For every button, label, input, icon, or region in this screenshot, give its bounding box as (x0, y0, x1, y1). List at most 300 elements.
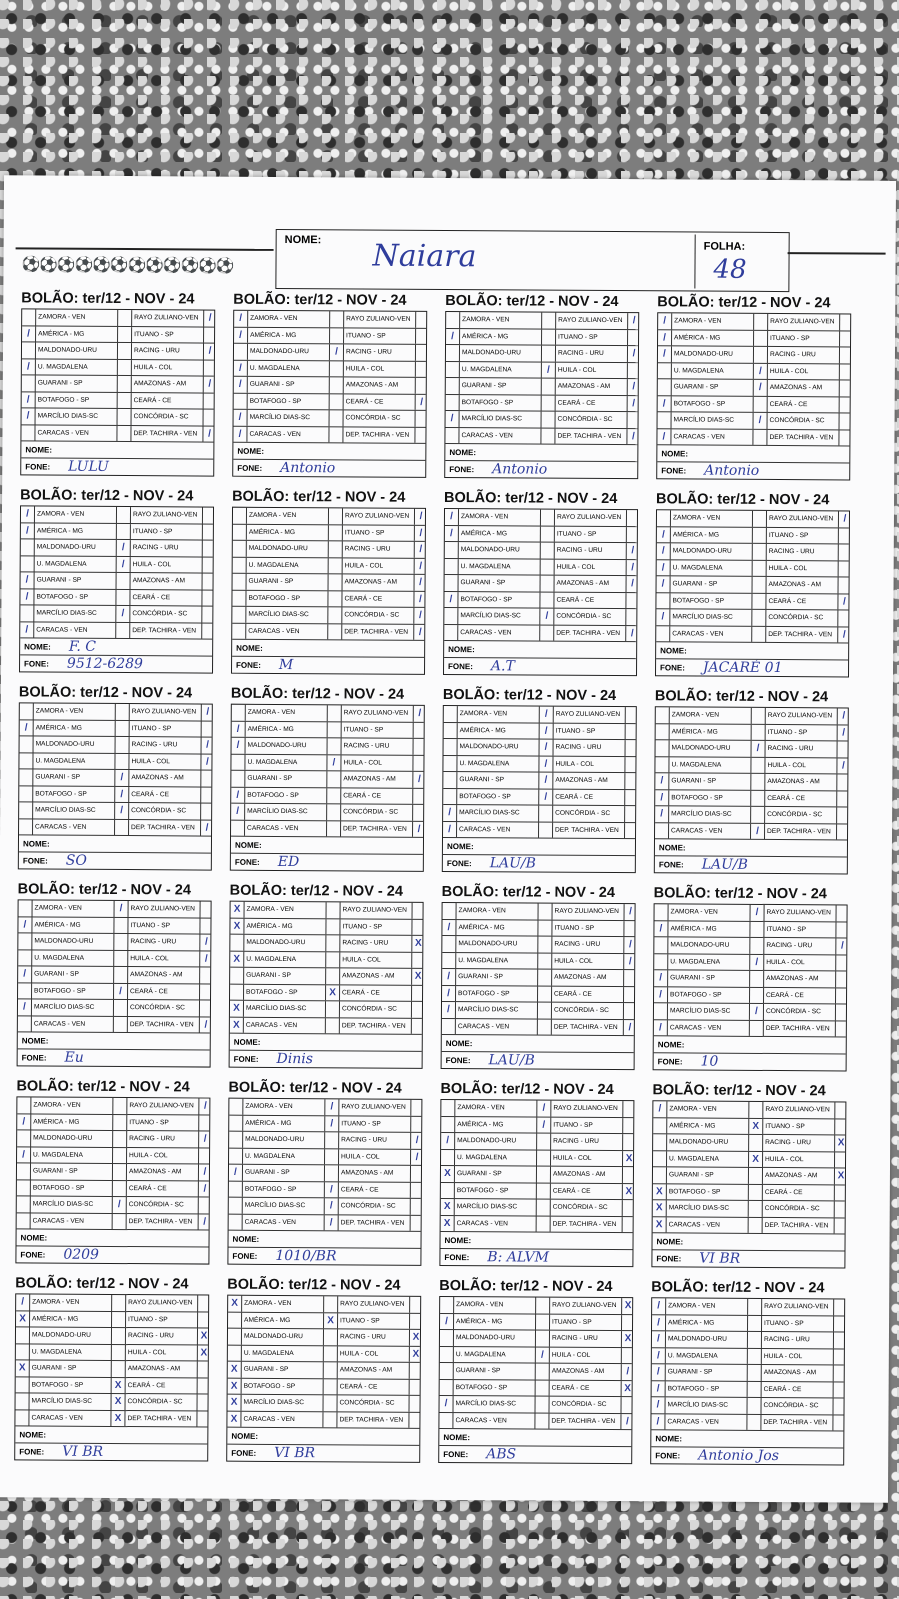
card-phone-value[interactable]: 0209 (63, 1246, 100, 1263)
away-win-box[interactable]: / (843, 596, 846, 608)
home-win-box[interactable]: / (21, 523, 35, 539)
away-win-box[interactable]: X (412, 1348, 420, 1360)
away-win-box[interactable]: / (419, 544, 423, 556)
draw-box[interactable]: / (754, 380, 768, 396)
draw-box[interactable]: / (540, 723, 554, 739)
away-win-box[interactable] (411, 1182, 423, 1198)
home-win-box[interactable]: / (232, 721, 246, 737)
home-win-box[interactable]: / (446, 328, 460, 344)
home-win-box[interactable] (654, 1003, 668, 1019)
home-win-box[interactable] (440, 1346, 454, 1362)
draw-box[interactable] (542, 329, 556, 345)
away-win-box[interactable]: / (203, 1100, 207, 1112)
draw-box[interactable] (538, 986, 552, 1002)
away-win-box[interactable] (204, 393, 216, 409)
home-win-box[interactable]: X (653, 1217, 667, 1233)
away-win-box[interactable] (836, 955, 848, 971)
away-win-box[interactable]: / (203, 1133, 207, 1145)
home-win-box[interactable] (21, 425, 35, 441)
card-name-row[interactable] (232, 640, 424, 658)
home-win-box[interactable]: / (442, 919, 456, 935)
draw-box[interactable] (749, 1217, 763, 1233)
draw-box[interactable] (751, 757, 765, 773)
away-win-box[interactable] (623, 1200, 635, 1216)
card-phone-row[interactable] (657, 462, 849, 479)
home-win-box[interactable] (445, 427, 459, 443)
home-win-box[interactable]: / (657, 576, 671, 592)
home-win-box[interactable]: / (21, 572, 35, 588)
home-win-box[interactable] (443, 903, 457, 919)
home-win-box[interactable]: / (655, 790, 669, 806)
home-win-box[interactable]: / (20, 589, 34, 605)
draw-box[interactable] (326, 919, 340, 935)
draw-box[interactable]: / (537, 1101, 551, 1117)
away-win-box[interactable] (628, 412, 640, 428)
home-win-box[interactable]: / (443, 821, 457, 837)
draw-box[interactable]: / (115, 786, 129, 802)
home-win-box[interactable] (22, 342, 36, 358)
draw-box[interactable] (112, 1328, 126, 1344)
home-win-box[interactable] (655, 757, 669, 773)
draw-box[interactable] (112, 1295, 126, 1311)
draw-box[interactable] (114, 917, 128, 933)
home-win-box[interactable] (234, 344, 248, 360)
home-win-box[interactable] (19, 753, 33, 769)
home-win-box[interactable]: X (230, 1001, 244, 1017)
away-win-box[interactable]: X (200, 1330, 208, 1342)
draw-box[interactable]: / (542, 362, 556, 378)
home-win-box[interactable]: / (445, 509, 459, 525)
home-win-box[interactable] (229, 1132, 243, 1148)
away-win-box[interactable] (201, 902, 213, 918)
away-win-box[interactable]: X (624, 1382, 632, 1394)
away-win-box[interactable] (628, 363, 640, 379)
card-phone-value[interactable]: B: ALVM (487, 1249, 550, 1266)
draw-box[interactable] (115, 819, 129, 835)
home-win-box[interactable]: / (233, 426, 247, 442)
draw-box[interactable]: X (326, 985, 340, 1001)
home-win-box[interactable]: / (655, 773, 669, 789)
home-win-box[interactable]: X (653, 1200, 667, 1216)
away-win-box[interactable] (628, 330, 640, 346)
away-win-box[interactable] (416, 328, 428, 344)
away-win-box[interactable] (840, 397, 852, 413)
card-phone-row[interactable] (21, 458, 213, 475)
away-win-box[interactable] (625, 773, 637, 789)
draw-box[interactable] (328, 607, 342, 623)
home-win-box[interactable] (229, 1214, 243, 1230)
home-win-box[interactable] (230, 984, 244, 1000)
draw-box[interactable] (749, 1102, 763, 1118)
draw-box[interactable] (112, 1361, 126, 1377)
home-win-box[interactable] (443, 772, 457, 788)
draw-box[interactable] (537, 1200, 551, 1216)
draw-box[interactable] (329, 427, 343, 443)
home-win-box[interactable] (655, 823, 669, 839)
card-phone-row[interactable] (231, 854, 423, 871)
draw-box[interactable] (749, 1168, 763, 1184)
draw-box[interactable] (750, 921, 764, 937)
draw-box[interactable] (539, 806, 553, 822)
away-win-box[interactable] (834, 1349, 846, 1365)
draw-box[interactable] (541, 510, 555, 526)
away-win-box[interactable] (621, 1397, 633, 1413)
away-win-box[interactable] (198, 1295, 210, 1311)
home-win-box[interactable] (656, 724, 670, 740)
away-win-box[interactable]: / (632, 381, 636, 393)
draw-box[interactable]: / (754, 413, 768, 429)
home-win-box[interactable] (439, 1412, 453, 1428)
home-win-box[interactable]: X (228, 1362, 242, 1378)
away-win-box[interactable] (198, 1312, 210, 1328)
card-phone-row[interactable] (232, 657, 424, 674)
home-win-box[interactable]: X (228, 1296, 242, 1312)
draw-box[interactable] (116, 720, 130, 736)
draw-box[interactable] (536, 1298, 550, 1314)
draw-box[interactable] (117, 425, 131, 441)
card-name-row[interactable] (443, 838, 635, 856)
card-name-row[interactable] (228, 1231, 420, 1249)
draw-box[interactable] (327, 771, 341, 787)
home-win-box[interactable] (19, 819, 33, 835)
draw-box[interactable]: / (325, 1215, 339, 1231)
home-win-box[interactable] (233, 508, 247, 524)
draw-box[interactable]: / (325, 1198, 339, 1214)
home-win-box[interactable] (658, 379, 672, 395)
home-win-box[interactable] (232, 590, 246, 606)
draw-box[interactable] (749, 1135, 763, 1151)
draw-box[interactable]: / (539, 773, 553, 789)
card-phone-value[interactable]: LULU (68, 458, 109, 475)
card-name-row[interactable] (227, 1428, 419, 1446)
home-win-box[interactable]: / (652, 1348, 666, 1364)
home-win-box[interactable] (656, 707, 670, 723)
draw-box[interactable]: / (750, 1004, 764, 1020)
away-win-box[interactable] (835, 1152, 847, 1168)
home-win-box[interactable]: / (232, 738, 246, 754)
home-win-box[interactable] (19, 802, 33, 818)
away-win-box[interactable] (201, 787, 213, 803)
away-win-box[interactable]: / (204, 953, 208, 965)
card-phone-value[interactable]: A.T (490, 658, 515, 675)
draw-box[interactable] (753, 511, 767, 527)
draw-box[interactable] (325, 1149, 339, 1165)
card-name-row[interactable] (17, 1229, 209, 1247)
home-win-box[interactable] (232, 607, 246, 623)
card-phone-row[interactable] (18, 1049, 210, 1066)
home-win-box[interactable] (655, 904, 669, 920)
draw-box[interactable] (113, 1164, 127, 1180)
home-win-box[interactable]: / (446, 411, 460, 427)
card-phone-value[interactable]: Antonio Jos (698, 1447, 779, 1465)
home-win-box[interactable] (231, 754, 245, 770)
away-win-box[interactable] (836, 1004, 848, 1020)
draw-box[interactable] (752, 610, 766, 626)
away-win-box[interactable] (839, 577, 851, 593)
away-win-box[interactable]: / (208, 428, 211, 440)
away-win-box[interactable] (839, 430, 851, 446)
draw-box[interactable] (750, 971, 764, 987)
away-win-box[interactable] (627, 510, 639, 526)
draw-box[interactable] (326, 1001, 340, 1017)
home-win-box[interactable]: / (22, 326, 36, 342)
home-win-box[interactable] (442, 936, 456, 952)
draw-box[interactable] (540, 625, 554, 641)
away-win-box[interactable]: / (632, 315, 636, 327)
draw-box[interactable] (539, 904, 553, 920)
home-win-box[interactable]: / (234, 311, 248, 327)
home-win-box[interactable]: / (234, 360, 248, 376)
draw-box[interactable] (326, 952, 340, 968)
away-win-box[interactable]: / (415, 1135, 419, 1147)
away-win-box[interactable] (840, 380, 852, 396)
away-win-box[interactable] (197, 1411, 209, 1427)
card-phone-row[interactable] (15, 1443, 207, 1460)
draw-box[interactable]: / (117, 556, 131, 572)
away-win-box[interactable]: / (206, 706, 210, 718)
draw-box[interactable]: / (116, 606, 130, 622)
away-win-box[interactable]: X (624, 1300, 632, 1312)
away-win-box[interactable]: / (205, 822, 209, 834)
card-phone-row[interactable] (654, 1053, 846, 1070)
away-win-box[interactable] (835, 1102, 847, 1118)
draw-box[interactable]: / (754, 363, 768, 379)
home-win-box[interactable] (231, 771, 245, 787)
card-phone-value[interactable]: LAU/B (701, 856, 749, 873)
home-win-box[interactable]: / (441, 1133, 455, 1149)
home-win-box[interactable]: / (657, 543, 671, 559)
away-win-box[interactable]: / (842, 629, 846, 641)
away-win-box[interactable] (198, 1378, 210, 1394)
home-win-box[interactable] (21, 539, 35, 555)
home-win-box[interactable] (440, 1297, 454, 1313)
card-phone-value[interactable]: LAU/B (489, 855, 537, 872)
away-win-box[interactable] (838, 610, 850, 626)
away-win-box[interactable]: / (631, 561, 635, 573)
home-win-box[interactable] (19, 769, 33, 785)
home-win-box[interactable] (443, 755, 457, 771)
home-win-box[interactable] (20, 703, 34, 719)
home-win-box[interactable]: / (22, 408, 36, 424)
away-win-box[interactable] (412, 985, 424, 1001)
away-win-box[interactable]: / (415, 1151, 419, 1163)
home-win-box[interactable]: / (657, 429, 671, 445)
away-win-box[interactable] (202, 721, 214, 737)
away-win-box[interactable] (411, 1215, 423, 1231)
draw-box[interactable] (116, 622, 130, 638)
home-win-box[interactable] (443, 788, 457, 804)
draw-box[interactable]: / (539, 789, 553, 805)
card-phone-row[interactable] (445, 461, 637, 478)
home-win-box[interactable]: / (657, 560, 671, 576)
away-win-box[interactable]: / (631, 578, 634, 590)
away-win-box[interactable] (200, 918, 212, 934)
away-win-box[interactable] (412, 1002, 424, 1018)
draw-box[interactable] (538, 1019, 552, 1035)
home-win-box[interactable]: / (18, 966, 32, 982)
card-phone-row[interactable] (656, 659, 848, 676)
draw-box[interactable] (324, 1395, 338, 1411)
draw-box[interactable] (754, 314, 768, 330)
card-phone-row[interactable] (230, 1051, 422, 1068)
draw-box[interactable] (330, 328, 344, 344)
away-win-box[interactable] (414, 739, 426, 755)
home-win-box[interactable]: / (442, 1002, 456, 1018)
draw-box[interactable] (324, 1362, 338, 1378)
away-win-box[interactable] (625, 790, 637, 806)
draw-box[interactable] (328, 591, 342, 607)
draw-box[interactable] (326, 1018, 340, 1034)
home-win-box[interactable]: / (18, 917, 32, 933)
card-phone-value[interactable]: ABS (486, 1446, 517, 1463)
card-phone-row[interactable] (443, 855, 635, 872)
draw-box[interactable] (542, 412, 556, 428)
card-phone-row[interactable] (16, 1246, 208, 1263)
away-win-box[interactable]: / (204, 936, 208, 948)
home-win-box[interactable]: / (440, 1313, 454, 1329)
away-win-box[interactable]: / (206, 756, 209, 768)
draw-box[interactable] (542, 395, 556, 411)
draw-box[interactable]: X (112, 1394, 126, 1410)
draw-box[interactable]: / (325, 1182, 339, 1198)
away-win-box[interactable]: / (629, 906, 632, 918)
away-win-box[interactable] (410, 1363, 422, 1379)
draw-box[interactable] (329, 541, 343, 557)
away-win-box[interactable]: / (419, 527, 423, 539)
home-win-box[interactable]: / (652, 1381, 666, 1397)
draw-box[interactable] (328, 705, 342, 721)
draw-box[interactable] (535, 1413, 549, 1429)
draw-box[interactable] (328, 722, 342, 738)
draw-box[interactable] (753, 544, 767, 560)
away-win-box[interactable] (411, 1100, 423, 1116)
away-win-box[interactable] (413, 805, 425, 821)
card-phone-row[interactable] (444, 658, 636, 675)
draw-box[interactable] (118, 409, 132, 425)
card-phone-value[interactable]: ED (277, 853, 300, 871)
away-win-box[interactable] (834, 1316, 846, 1332)
home-win-box[interactable] (653, 1134, 667, 1150)
away-win-box[interactable] (626, 707, 638, 723)
draw-box[interactable] (538, 920, 552, 936)
away-win-box[interactable]: / (842, 760, 845, 772)
away-win-box[interactable] (413, 903, 425, 919)
home-win-box[interactable] (234, 393, 248, 409)
draw-box[interactable] (113, 1213, 127, 1229)
draw-box[interactable] (754, 330, 768, 346)
away-win-box[interactable] (202, 590, 214, 606)
draw-box[interactable] (753, 429, 767, 445)
draw-box[interactable] (327, 821, 341, 837)
draw-box[interactable] (747, 1398, 761, 1414)
draw-box[interactable] (536, 1331, 550, 1347)
home-win-box[interactable] (228, 1329, 242, 1345)
home-win-box[interactable]: X (227, 1411, 241, 1427)
away-win-box[interactable]: X (200, 1347, 208, 1359)
home-win-box[interactable] (654, 937, 668, 953)
home-win-box[interactable] (16, 1377, 30, 1393)
draw-box[interactable]: X (111, 1410, 125, 1426)
away-win-box[interactable] (410, 1396, 422, 1412)
home-win-box[interactable] (17, 1180, 31, 1196)
away-win-box[interactable] (204, 327, 216, 343)
home-win-box[interactable] (20, 736, 34, 752)
away-win-box[interactable] (626, 740, 638, 756)
away-win-box[interactable] (834, 1365, 846, 1381)
away-win-box[interactable]: / (628, 955, 632, 967)
home-win-box[interactable]: / (652, 1364, 666, 1380)
draw-box[interactable] (750, 987, 764, 1003)
away-win-box[interactable] (201, 771, 213, 787)
home-win-box[interactable] (441, 1182, 455, 1198)
away-win-box[interactable] (838, 741, 850, 757)
draw-box[interactable] (117, 573, 131, 589)
card-name-row[interactable] (656, 642, 848, 660)
home-win-box[interactable] (653, 1118, 667, 1134)
home-win-box[interactable] (656, 626, 670, 642)
home-win-box[interactable]: / (653, 1101, 667, 1117)
home-win-box[interactable]: / (17, 1114, 31, 1130)
draw-box[interactable] (537, 1216, 551, 1232)
home-win-box[interactable] (22, 375, 36, 391)
away-win-box[interactable] (837, 774, 849, 790)
draw-box[interactable] (324, 1346, 338, 1362)
home-win-box[interactable] (229, 1181, 243, 1197)
draw-box[interactable] (113, 1098, 127, 1114)
card-phone-row[interactable] (227, 1445, 419, 1462)
home-win-box[interactable] (233, 524, 247, 540)
away-win-box[interactable] (624, 921, 636, 937)
draw-box[interactable] (326, 935, 340, 951)
draw-box[interactable]: / (325, 1116, 339, 1132)
draw-box[interactable] (325, 1132, 339, 1148)
draw-box[interactable]: / (537, 1117, 551, 1133)
draw-box[interactable] (116, 589, 130, 605)
away-win-box[interactable] (412, 952, 424, 968)
away-win-box[interactable] (840, 347, 852, 363)
draw-box[interactable]: / (115, 803, 129, 819)
home-win-box[interactable] (228, 1345, 242, 1361)
away-win-box[interactable] (625, 806, 637, 822)
away-win-box[interactable] (839, 544, 851, 560)
draw-box[interactable] (538, 1003, 552, 1019)
home-win-box[interactable] (231, 820, 245, 836)
home-win-box[interactable] (657, 510, 671, 526)
away-win-box[interactable] (412, 919, 424, 935)
draw-box[interactable]: / (751, 823, 765, 839)
draw-box[interactable] (325, 1165, 339, 1181)
home-win-box[interactable]: / (657, 527, 671, 543)
home-win-box[interactable] (17, 1130, 31, 1146)
draw-box[interactable] (330, 361, 344, 377)
home-win-box[interactable] (442, 1018, 456, 1034)
away-win-box[interactable] (623, 1167, 635, 1183)
away-win-box[interactable]: / (419, 511, 423, 523)
home-win-box[interactable] (445, 575, 459, 591)
home-win-box[interactable]: X (228, 1395, 242, 1411)
draw-box[interactable] (329, 574, 343, 590)
home-win-box[interactable] (229, 1198, 243, 1214)
card-phone-value[interactable]: Antonio (492, 461, 548, 478)
home-win-box[interactable] (446, 378, 460, 394)
draw-box[interactable] (541, 526, 555, 542)
draw-box[interactable] (117, 523, 131, 539)
draw-box[interactable] (751, 790, 765, 806)
draw-box[interactable] (330, 311, 344, 327)
draw-box[interactable] (747, 1414, 761, 1430)
card-phone-value[interactable]: 1010/BR (275, 1247, 337, 1265)
draw-box[interactable]: X (749, 1151, 763, 1167)
